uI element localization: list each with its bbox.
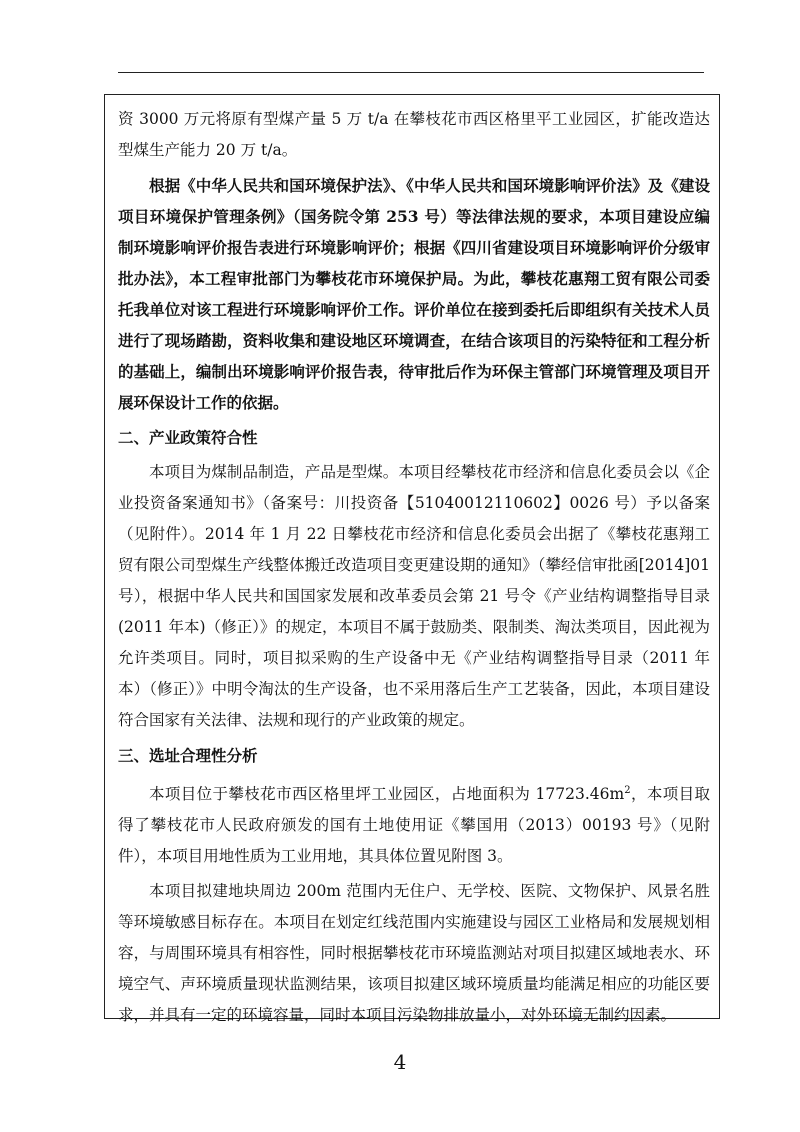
paragraph-environment-sensitivity: 本项目拟建地块周边 200m 范围内无住户、无学校、医院、文物保护、风景名胜等环境敏感目标存在。本项目在划定红线范围内实施建设与园区工业格局和发展规划相容，与周围环境具有相容性，同时根据攀枝花市环境监测站对项目拟建区域地表水、环境空气、声环境质量现状监测结果，该项目拟建区域环境质量均能满足相应的功能区要求，并具有一定的环境容量，同时本项目污染物排放量小，对外环境无制约因素。	[118, 882, 710, 1025]
paragraph-site-location	[118, 775, 710, 872]
document-body	[118, 104, 710, 1035]
paragraph-investment: 资 3000 万元将原有型煤产量 5 万 t/a 在攀枝花市西区格里平工业园区，扩能改造达型煤生产能力 20 万 t/a。	[118, 110, 710, 159]
site-location-text-cont: ，本项目取得了攀枝花市人民政府颁发的国有土地使用证《攀国用（2013）00193 号》（见附件），本项目用地性质为工业用地，其具体位置见附图 3。	[118, 785, 710, 866]
header-rule	[118, 72, 704, 73]
paragraph-industry-policy: 本项目为煤制品制造，产品是型煤。本项目经攀枝花市经济和信息化委员会以《企业投资备案通知书》（备案号：川投资备【51040012110602】0026 号）予以备案（见附件）。2014 年 1 月 22 日攀枝花市经济和信息化委员会出据了《攀枝花惠翔工贸有限公司型煤生产线整体搬迁改造项目变更建设期的通知》（攀经信审批函[2014]01 号），根据中华人民共和国国家发展和改革委员会第 21 号令《产业结构调整指导目录(2011 年本)（修正）》的规定，本项目不属于鼓励类、限制类、淘汰类项目，因此视为允许类项目。同时，项目拟采购的生产设备中无《产业结构调整指导目录（2011 年本）（修正）》中明令淘汰的生产设备，也不采用落后生产工艺装备，因此，本项目建设符合国家有关法律、法规和现行的产业政策的规定。	[118, 463, 710, 729]
site-location-text: 本项目位于攀枝花市西区格里坪工业园区，占地面积为 17723.46m	[149, 785, 625, 804]
area-unit-superscript: 2	[624, 785, 631, 796]
section-heading-industry-policy: 二、产业政策符合性	[118, 428, 258, 447]
section-heading-site-selection: 三、选址合理性分析	[118, 746, 258, 765]
paragraph-legal-basis: 根据《中华人民共和国环境保护法》、《中华人民共和国环境影响评价法》及《建设项目环境保护管理条例》（国务院令第 253 号）等法律法规的要求，本项目建设应编制环境影响评价报告表进行环境影响评价；根据《四川省建设项目环境影响评价分级审批办法》，本工程审批部门为攀枝花市环境保护局。为此，攀枝花惠翔工贸有限公司委托我单位对该工程进行环境影响评价工作。评价单位在接到委托后即组织有关技术人员进行了现场踏勘，资料收集和建设地区环境调查，在结合该项目的污染特征和工程分析的基础上，编制出环境影响评价报告表，待审批后作为环保主管部门环境管理及项目开展环保设计工作的依据。	[118, 176, 710, 412]
page-number: 4	[393, 1050, 407, 1074]
